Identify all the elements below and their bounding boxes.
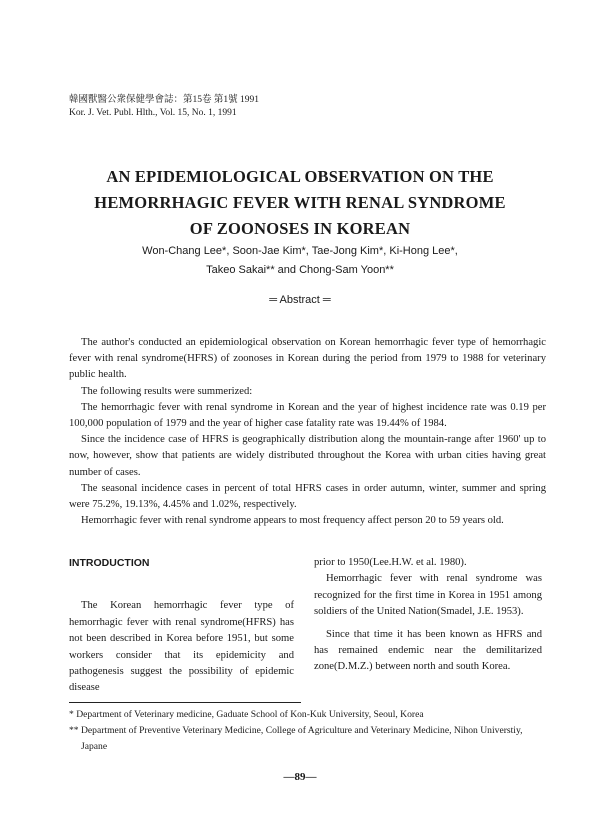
title-line-3: OF ZOONOSES IN KOREAN xyxy=(189,219,411,238)
abstract-paragraph: The following results were summerized: xyxy=(81,385,253,397)
abstract-paragraph: Hemorrhagic fever with renal syndrome appears to most frequency affect person 20 to 59 years old. xyxy=(81,515,504,527)
page-number: —89— xyxy=(283,771,317,783)
abstract-paragraph: The seasonal incidence cases in percent of total HFRS cases in order autumn, winter, summer and spring were 75.2%, 19.13%, 4.45% and 1.02%, respectively. xyxy=(69,482,546,511)
introduction-paragraph: The Korean hemorrhagic fever type of hemorrhagic fever with renal syndrome(HFRS) has not been described in Korea before 1951, but some workers consider that its epidemicity and pathogenesis suggest the possibility of epidemic disease xyxy=(69,600,294,694)
authors-line-2: Takeo Sakai** and Chong-Sam Yoon** xyxy=(206,264,394,276)
paper-title xyxy=(40,164,560,242)
abstract-heading: ═ Abstract ═ xyxy=(269,294,331,306)
introduction-paragraph: Hemorrhagic fever with renal syndrome was recognized for the first time in Korea in 1951 among soldiers of the United Nation(Smadel, J.E. 1953). xyxy=(314,573,542,618)
footnote-affiliation: * Department of Veterinary medicine, Gaduate School of Kon-Kuk University, Seoul, Korea xyxy=(69,709,424,720)
introduction-paragraph: Since that time it has been known as HFRS and has remained endemic near the demilitarized zone(D.M.Z.) between north and south Korea. xyxy=(314,628,542,673)
title-line-1: AN EPIDEMIOLOGICAL OBSERVATION ON THE xyxy=(106,167,494,186)
footnote-affiliation: ** Department of Preventive Veterinary Medicine, College of Agriculture and Veterinary Medicine, Nihon Universtiy, Japane xyxy=(69,725,523,752)
authors-line-1: Won-Chang Lee*, Soon-Jae Kim*, Tae-Jong Kim*, Ki-Hong Lee*, xyxy=(142,245,458,257)
abstract-paragraph: Since the incidence case of HFRS is geographically distribution along the mountain-range after 1960' up to now, however, show that patients are widely distributed throughout the Korea with urban cities having great number of cases. xyxy=(69,434,546,478)
introduction-heading: INTRODUCTION xyxy=(69,557,150,569)
author-list xyxy=(40,242,560,280)
footnotes xyxy=(69,707,546,755)
right-column xyxy=(314,555,542,676)
introduction-continuation: prior to 1950(Lee.H.W. et al. 1980). xyxy=(314,557,467,568)
journal-english-citation: Kor. J. Vet. Publ. Hlth., Vol. 15, No. 1, 1991 xyxy=(69,108,237,118)
abstract-paragraph: The author's conducted an epidemiological observation on Korean hemorrhagic fever type of hemorrhagic fever with renal syndrome(HFRS) of zoonoses in Korean during the period from 1979 to 1988 for veterinary public health. xyxy=(69,337,546,381)
title-line-2: HEMORRHAGIC FEVER WITH RENAL SYNDROME xyxy=(94,193,506,212)
abstract-body xyxy=(69,335,546,529)
journal-header xyxy=(69,94,259,120)
footnote-divider xyxy=(69,702,301,703)
abstract-paragraph: The hemorrhagic fever with renal syndrome in Korean and the year of highest incidence rate was 0.19 per 100,000 population of 1979 and the year of higher case fatality rate was 19.44% of 1984. xyxy=(69,401,546,430)
journal-korean-citation: 韓國獸醫公衆保健學會誌：第15卷 第1號 1991 xyxy=(69,95,260,105)
left-column xyxy=(69,555,294,697)
